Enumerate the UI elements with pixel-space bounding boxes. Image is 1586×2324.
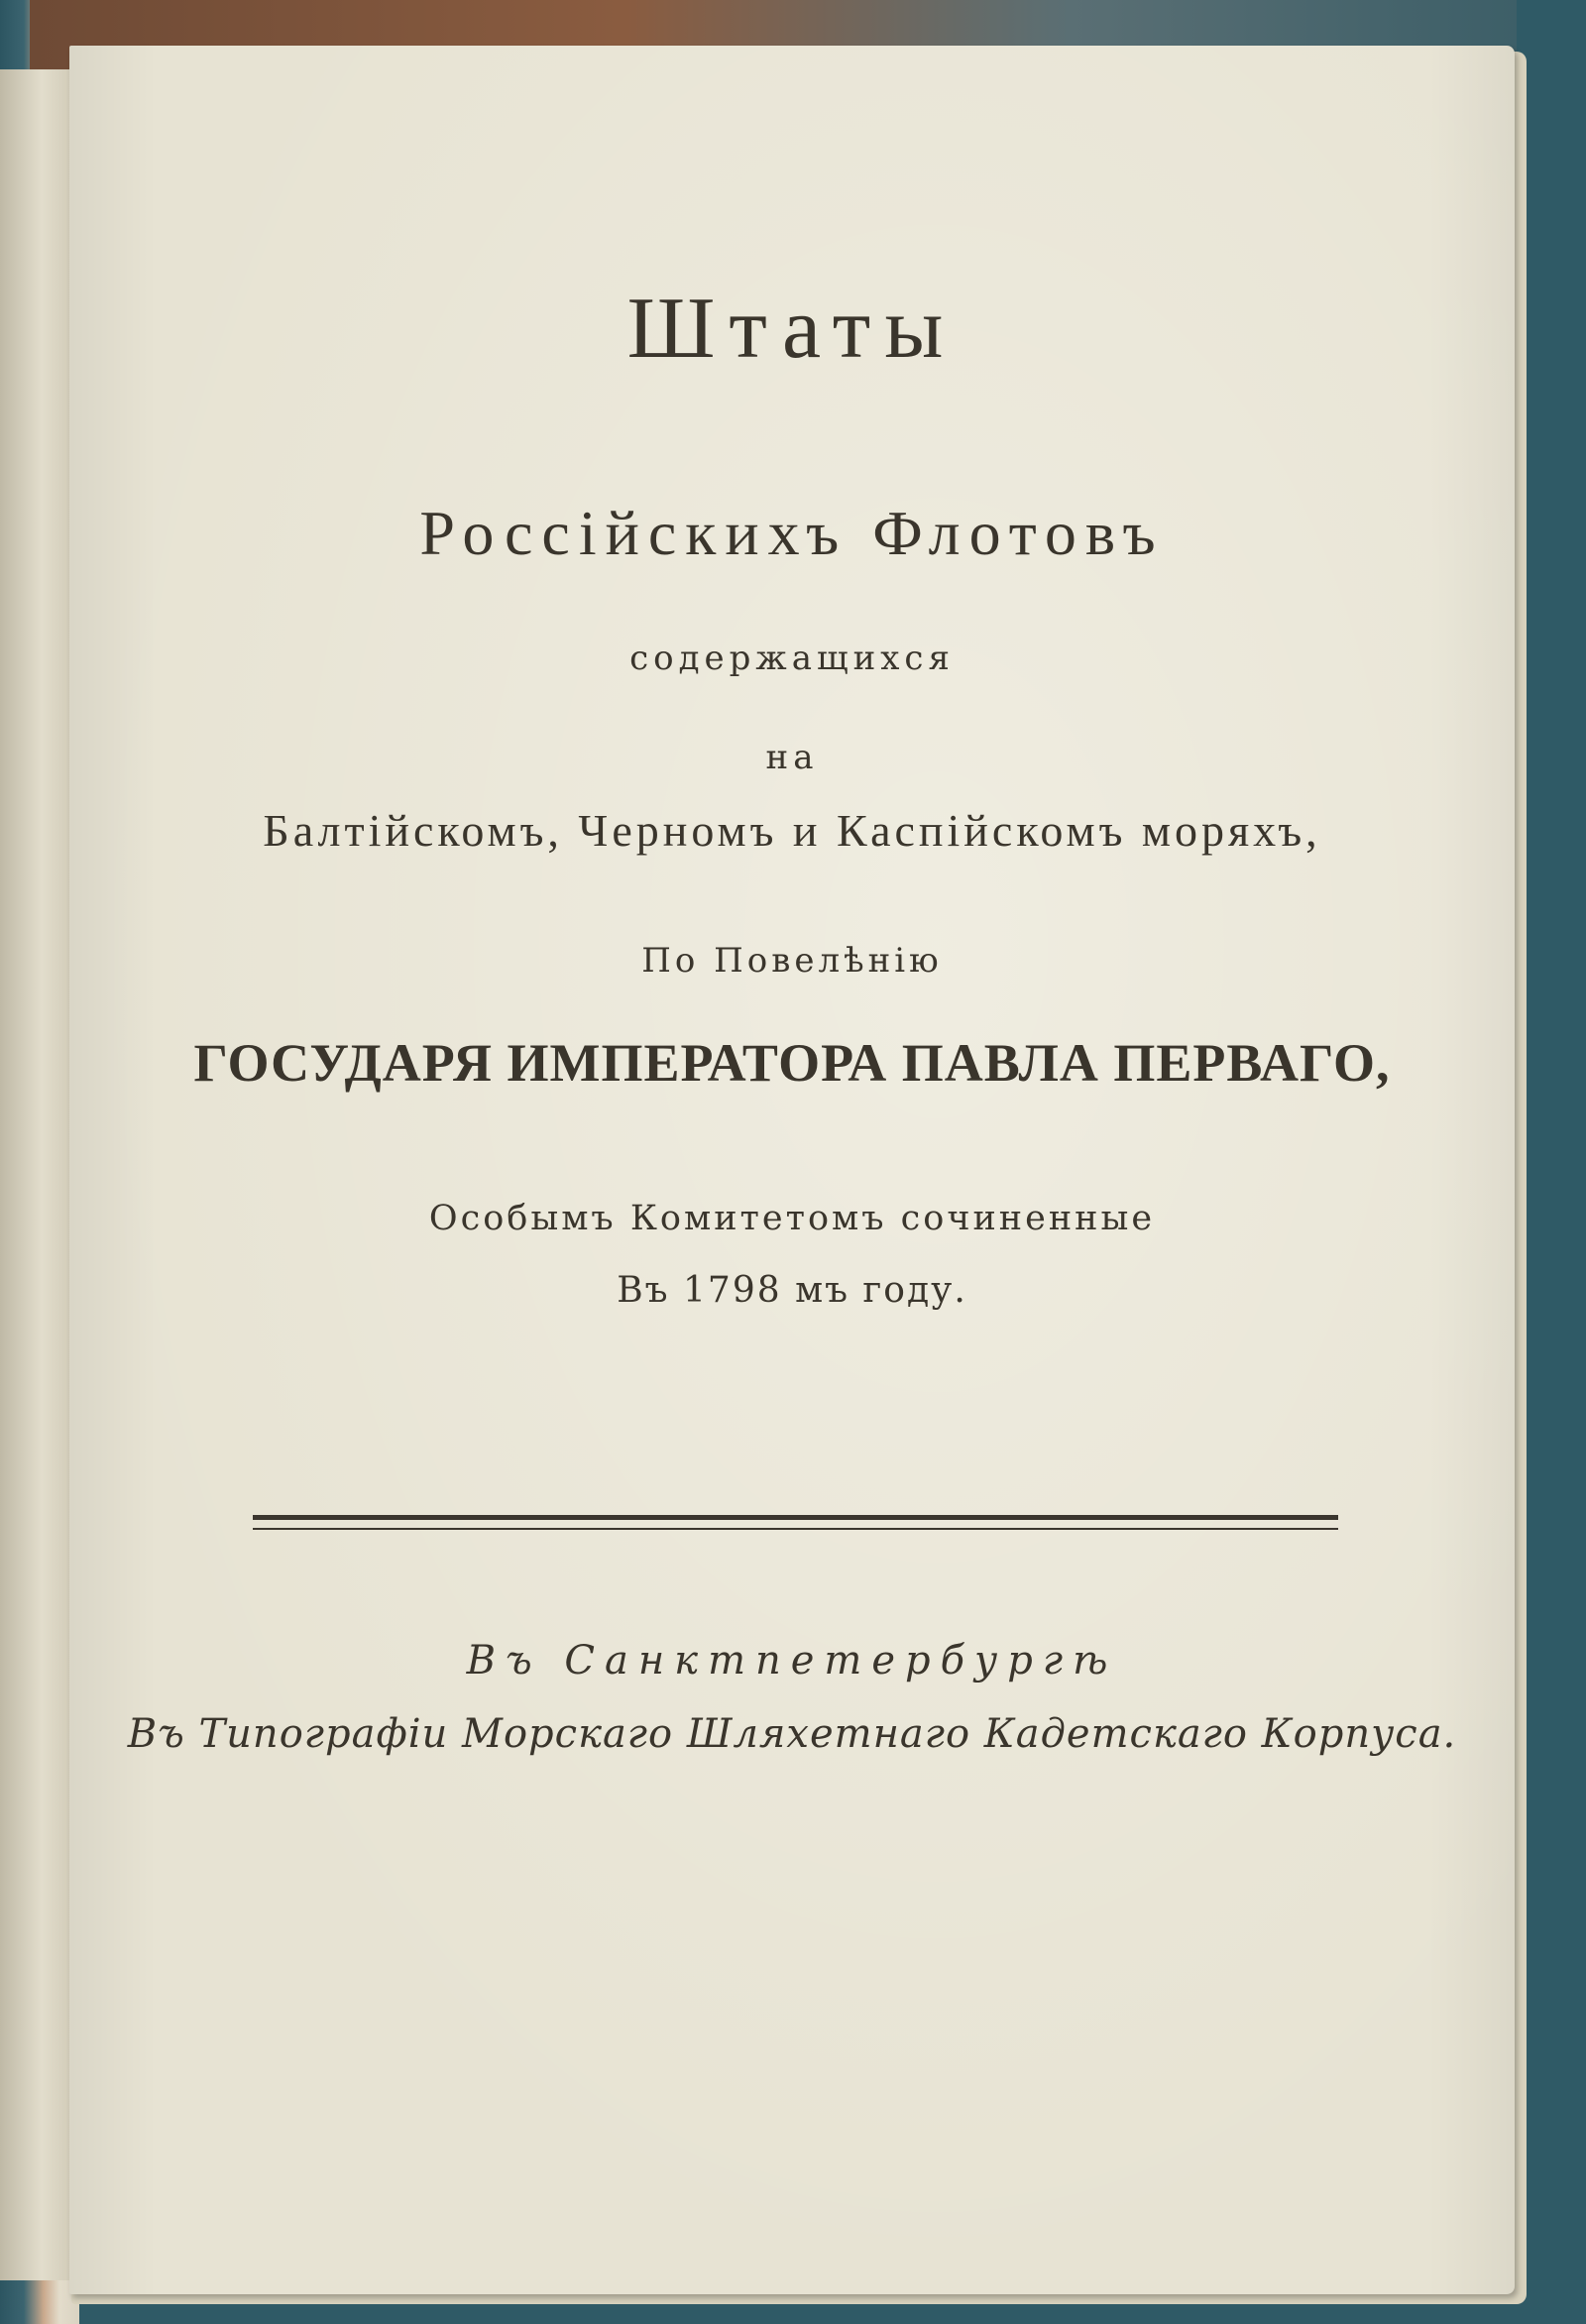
left-page-edge [0, 69, 71, 2280]
text-year: Въ 1798 мъ году. [617, 1270, 967, 1311]
imprint-city: Въ Санктпетербургѣ [466, 1638, 1118, 1684]
text-contained: содержащихся [629, 639, 955, 678]
text-committee: Особымъ Комитетомъ сочиненные [428, 1199, 1156, 1238]
text-emperor: ГОСУДАРЯ ИМПЕРАТОРА ПАВЛА ПЕРВАГО, [193, 1033, 1391, 1093]
text-seas: Балтійскомъ, Черномъ и Каспійскомъ моряхъ, [263, 805, 1321, 856]
page-subtitle: Россійскихъ Флотовъ [419, 498, 1165, 568]
text-on: на [765, 738, 819, 777]
page-title: Штаты [626, 281, 958, 377]
divider-thin [253, 1528, 1338, 1530]
title-page [69, 46, 1515, 2294]
text-command: По Повелѣнію [641, 941, 943, 981]
divider-thick [253, 1515, 1338, 1520]
imprint-press: Въ Типографіи Морскаго Шляхетнаго Кадетскаго Корпуса. [127, 1711, 1457, 1757]
